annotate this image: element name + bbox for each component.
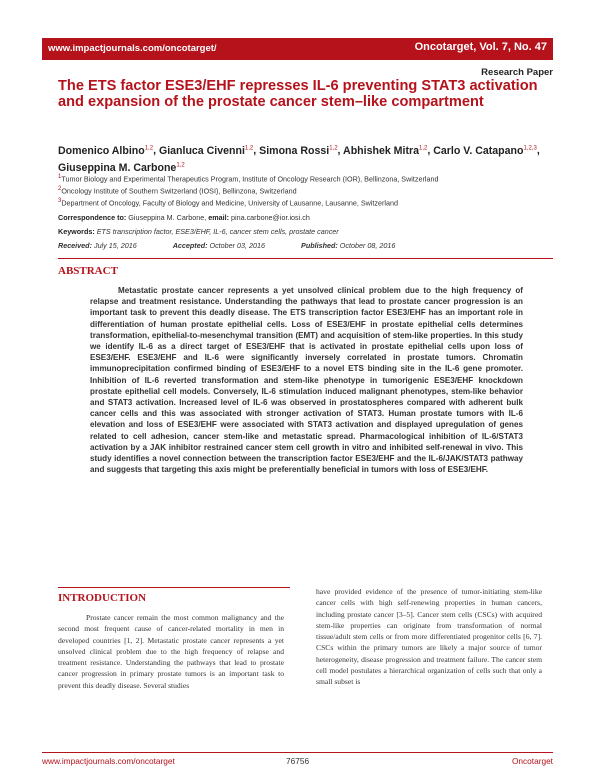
introduction-column-2: have provided evidence of the presence of tumor-initiating stem-like cancer cells with high self-renewing properties in human cancers, including prostate cancer [3–5]. Cancer stem cells (CSCs) with acquired stem-like properties can originate from transformation of normal tissue/adult stem cells or from more differentiated progenitor cells [6, 7]. CSCs within the primary tumors are likely a major source of tumor heterogeneity, disease progression and treatment failure. The cancer stem cell model postulates a hierarchical organization of cells such that only a small subset is <box>316 587 542 687</box>
header-url-link[interactable]: www.impactjournals.com/oncotarget/ <box>48 43 217 54</box>
author: Gianluca Civenni$^{1,2}$ <box>158 144 254 157</box>
footer-url-link[interactable]: www.impactjournals.com/oncotarget <box>42 756 175 766</box>
affiliation: $^2$Oncology Institute of Southern Switzerland (IOSI), Bellinzona, Switzerland <box>58 186 297 196</box>
affiliation: $^1$Tumor Biology and Experimental Therapeutics Program, Institute of Oncology Research (IOR), Bellinzona, Switzerland <box>58 174 439 184</box>
email-link[interactable]: pina.carbone@ior.iosi.ch <box>231 213 310 222</box>
footer-journal: Oncotarget <box>511 756 553 766</box>
keywords: Keywords: ETS transcription factor, ESE3/EHF, IL-6, cancer stem cells, prostate cancer <box>58 227 339 236</box>
author: Abhishek Mitra$^{1,2}$ <box>343 144 428 157</box>
affiliation: $^3$Department of Oncology, Faculty of Biology and Medicine, University of Lausanne, Lausanne, Switzerland <box>58 198 399 208</box>
author: Domenico Albino$^{1,2}$ <box>58 144 154 157</box>
introduction-heading: INTRODUCTION <box>58 592 147 604</box>
author-list: Domenico Albino$^{1,2}$, Gianluca Civenni$^{1,2}$, Simona Rossi$^{1,2}$, Abhishek Mitra$^{1,2}$, Carlo V. Catapano$^{1,2,3}$, Giuseppina M. Carbone$^{1,2}$ <box>58 144 540 175</box>
divider <box>58 587 290 588</box>
page-number: 76756 <box>286 756 310 766</box>
footer-divider <box>42 752 553 753</box>
header-journal: Oncotarget, Vol. 7, No. 47 <box>414 41 547 53</box>
abstract-heading: ABSTRACT <box>58 265 118 277</box>
article-type: Research Paper <box>481 67 553 78</box>
author: Simona Rossi$^{1,2}$ <box>259 144 338 157</box>
divider <box>58 258 553 259</box>
header-bar <box>42 38 553 60</box>
abstract-text: Metastatic prostate cancer represents a yet unsolved clinical problem due to the high frequency of relapse and treatment resistance. Understanding the pathways that lead to prostate cancer progression is an important task to prevent this deadly disease. The ETS transcription factor ESE3/EHF has an important role in differentiation of human prostate epithelial cells. Loss of ESE3/EHF in prostate epithelial cells determines transformation, epithelial-to-mesenchymal transition (EMT) and acquisition of stem-like properties. In this study we identify IL-6 as a direct target of ESE3/EHF that is activated in prostate epithelial cells upon loss of ESE3/EHF. ESE3/EHF and IL-6 were significantly inversely correlated in prostate tumors. Chromatin immunoprecipitation confirmed binding of ESE3/EHF to a novel ETS binding site in the IL-6 gene promoter. Inhibition of IL-6 reverted transformation and stem-like phenotype in tumorigenic ESE3/EHF knockdown prostate epithelial cell models. Conversely, IL-6 stimulation induced malignant phenotypes, stem-like behavior and STAT3 activation. Increased level of IL-6 was observed in prostatospheres compared with adherent bulk cancer cells and this was associated with stronger activation of STAT3. Human prostate tumors with IL-6 elevation and loss of ESE3/EHF were associated with STAT3 activation and displayed upregulation of genes related to cell adhesion, cancer stem-like and metastatic spread. Pharmacological inhibition of IL-6/STAT3 activation by a JAK inhibitor restrained cancer stem cell growth in vitro and inhibited self-renewal in vivo. This study identifies a novel connection between the transcription factor ESE3/EHF and the IL-6/JAK/STAT3 pathway and suggests that targeting this axis might be preferentially beneficial in tumors with loss of ESE3/EHF. <box>90 286 523 475</box>
introduction-column-1: Prostate cancer remain the most common malignancy and the second most frequent cause of cancer-related mortality in men in developed countries [1, 2]. Metastatic prostate cancer represents a yet unsolved clinical problem due to the high frequency of relapse and treatment resistance. Understanding the pathways that lead to prostate cancer progression in primary prostate tumors is an important task to prevent this deadly disease. Several studies <box>58 613 284 690</box>
author: Carlo V. Catapano$^{1,2,3}$ <box>433 144 537 157</box>
author: Giuseppina M. Carbone$^{1,2}$ <box>58 162 185 175</box>
publication-dates: Received: July 15, 2016 Accepted: October 03, 2016 Published: October 08, 2016 <box>58 241 396 250</box>
correspondence: Correspondence to: Giuseppina M. Carbone, email: pina.carbone@ior.iosi.ch <box>58 213 310 222</box>
paper-title: The ETS factor ESE3/EHF represses IL-6 preventing STAT3 activation and expansion of the prostate cancer stem–like compartment <box>58 78 538 110</box>
